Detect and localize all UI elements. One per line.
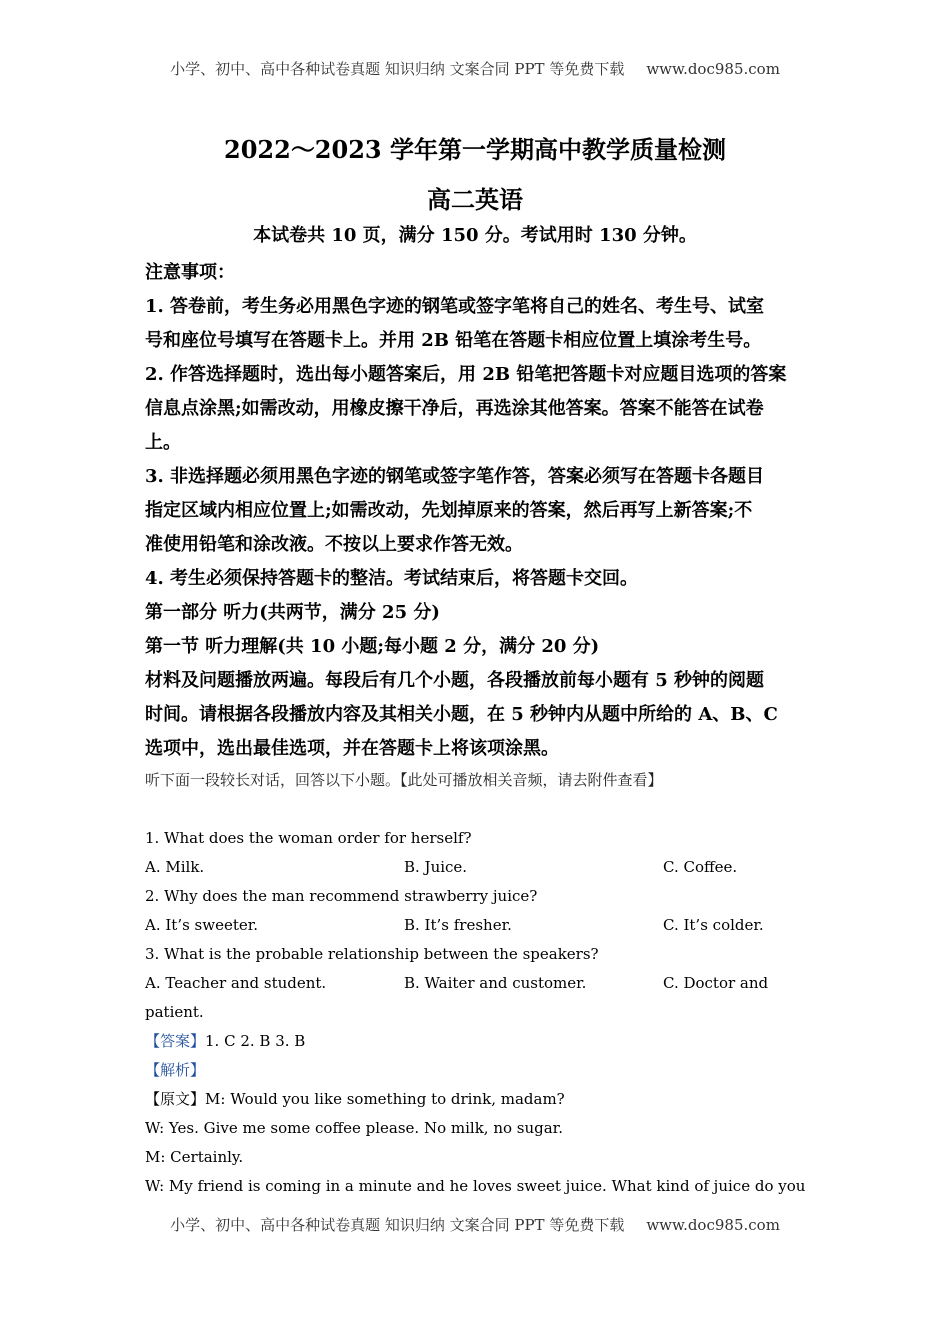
transcript-text: M: Would you like something to drink, madam?: [205, 1090, 565, 1108]
question-3-options: [145, 969, 810, 998]
option-c: C. Doctor and: [663, 974, 769, 992]
notes-line: 准使用铅笔和涂改液。不按以上要求作答无效。: [145, 534, 523, 555]
option-a: A. Milk.: [145, 858, 205, 876]
option-c: C. Coffee.: [663, 858, 738, 876]
section-heading: 第一节 听力理解(共 10 小题;每小题 2 分，满分 20 分): [145, 636, 600, 657]
question-3: 3. What is the probable relationship between the speakers?: [145, 945, 599, 963]
notes-line: 号和座位号填写在答题卡上。并用 2B 铅笔在答题卡相应位置上填涂考生号。: [145, 330, 762, 351]
instruction-line: 时间。请根据各段播放内容及其相关小题，在 5 秒钟内从题中所给的 A、B、C: [145, 704, 778, 725]
option-b: B. Waiter and customer.: [404, 974, 587, 992]
notes-line: 2. 作答选择题时，选出每小题答案后，用 2B 铅笔把答题卡对应题目选项的答案: [145, 364, 787, 385]
exam-title: 2022～2023 学年第一学期高中教学质量检测: [224, 135, 726, 164]
footer-text: 小学、初中、高中各种试卷真题 知识归纳 文案合同 PPT 等免费下载: [170, 1216, 625, 1234]
transcript-first-line: [145, 1085, 810, 1114]
option-c-continuation: patient.: [145, 1003, 204, 1021]
header-url: www.doc985.com: [646, 60, 780, 78]
option-a: A. It’s sweeter.: [145, 916, 259, 934]
notes-heading: 注意事项：: [145, 262, 235, 283]
notes-line: 3. 非选择题必须用黑色字迹的钢笔或签字笔作答，答案必须写在答题卡各题目: [145, 466, 765, 487]
question-2: 2. Why does the man recommend strawberry juice?: [145, 887, 538, 905]
instruction-line: 材料及问题播放两遍。每段后有几个小题，各段播放前每小题有 5 秒钟的阅题: [145, 670, 765, 691]
exam-subject: 高二英语: [427, 185, 523, 214]
notes-line: 4. 考生必须保持答题卡的整洁。考试结束后，将答题卡交回。: [145, 568, 639, 589]
option-b: B. It’s fresher.: [404, 916, 512, 934]
notes-line: 1. 答卷前，考生务必用黑色字迹的钢笔或签字笔将自己的姓名、考生号、试室: [145, 296, 765, 317]
option-c: C. It’s colder.: [663, 916, 764, 934]
answer-text: 1. C 2. B 3. B: [205, 1032, 306, 1050]
answer-label: 【答案】: [145, 1032, 206, 1050]
header-text: 小学、初中、高中各种试卷真题 知识归纳 文案合同 PPT 等免费下载: [170, 60, 625, 78]
transcript-line: M: Certainly.: [145, 1148, 244, 1166]
analysis-label: 【解析】: [145, 1061, 206, 1079]
answer-line: [145, 1027, 810, 1056]
notes-line: 指定区域内相应位置上;如需改动，先划掉原来的答案，然后再写上新答案;不: [145, 500, 753, 521]
part-heading: 第一部分 听力(共两节，满分 25 分): [145, 602, 440, 623]
page-footer: [0, 1214, 950, 1235]
page-header: [0, 58, 950, 79]
instruction-line: 选项中，选出最佳选项，并在答题卡上将该项涂黑。: [145, 738, 559, 759]
document-body: [145, 256, 810, 1201]
exam-info: 本试卷共 10 页，满分 150 分。考试用时 130 分钟。: [253, 225, 697, 246]
footer-url: www.doc985.com: [646, 1216, 780, 1234]
transcript-label: 【原文】: [145, 1090, 206, 1108]
option-b: B. Juice.: [404, 858, 468, 876]
notes-line: 信息点涂黑;如需改动，用橡皮擦干净后，再选涂其他答案。答案不能答在试卷: [145, 398, 764, 419]
audio-hint: 听下面一段较长对话，回答以下小题。【此处可播放相关音频，请去附件查看】: [145, 771, 663, 789]
question-1-options: [145, 853, 810, 882]
notes-line: 上。: [145, 432, 181, 453]
transcript-line: W: Yes. Give me some coffee please. No milk, no sugar.: [145, 1119, 563, 1137]
question-1: 1. What does the woman order for herself?: [145, 829, 472, 847]
analysis-line: [145, 1056, 810, 1085]
option-a: A. Teacher and student.: [145, 974, 327, 992]
question-2-options: [145, 911, 810, 940]
transcript-line: W: My friend is coming in a minute and he loves sweet juice. What kind of juice do you: [145, 1177, 806, 1195]
